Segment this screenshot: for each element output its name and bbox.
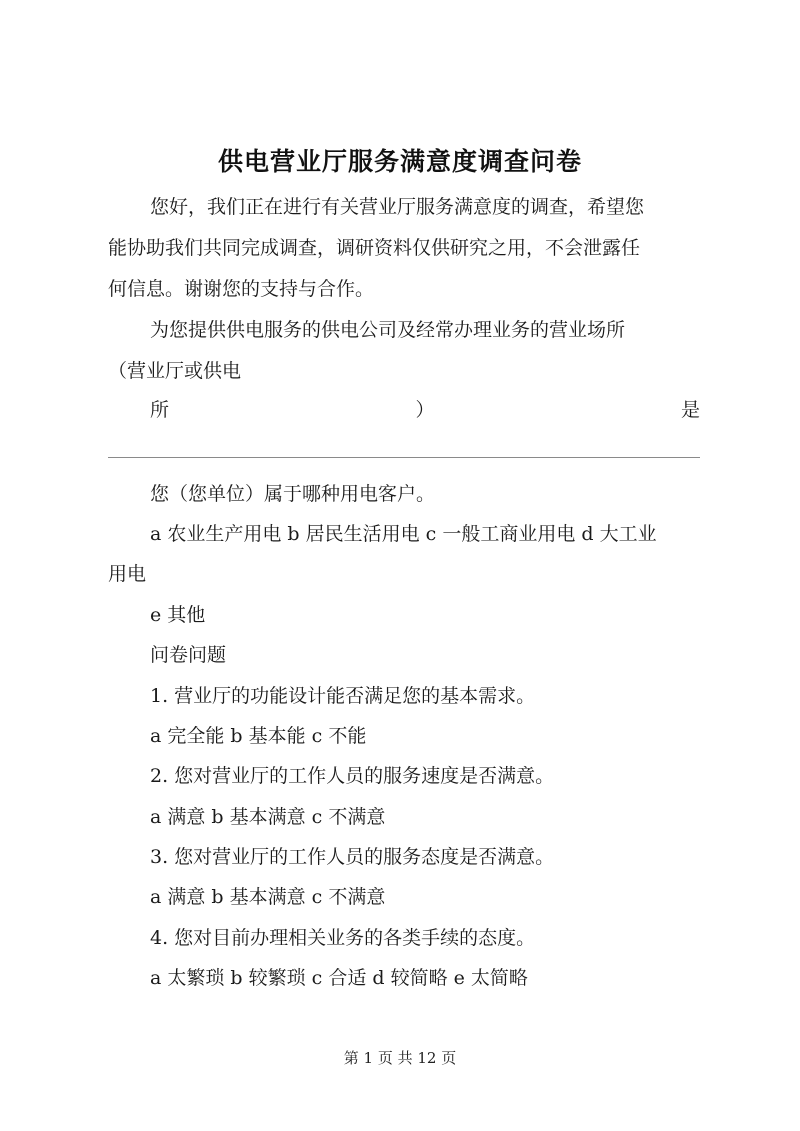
question-3-options: a 满意 b 基本满意 c 不满意 (150, 886, 386, 908)
question-4-options: a 太繁琐 b 较繁琐 c 合适 d 较简略 e 太简略 (150, 967, 528, 989)
page-footer: 第 1 页 共 12 页 (343, 1049, 457, 1067)
intro-line-3: 何信息。谢谢您的支持与合作。 (108, 278, 375, 300)
supplier-line-3-mid: ） (415, 399, 435, 421)
intro-line-1: 您好，我们正在进行有关营业厅服务满意度的调查，希望您 (150, 196, 645, 218)
supplier-line-3 (150, 398, 700, 422)
customer-type-options-line-3: e 其他 (150, 604, 206, 626)
customer-type-question: 您（您单位）属于哪种用电客户。 (150, 483, 436, 505)
supplier-line-3-left: 所 (150, 399, 170, 421)
question-4: 4. 您对目前办理相关业务的各类手续的态度。 (150, 927, 536, 949)
fill-in-blank-line[interactable] (108, 457, 700, 458)
intro-line-2: 能协助我们共同完成调查，调研资料仅供研究之用，不会泄露任 (108, 237, 641, 259)
question-1: 1. 营业厅的功能设计能否满足您的基本需求。 (150, 685, 536, 707)
document-title: 供电营业厅服务满意度调查问卷 (217, 147, 582, 176)
question-3: 3. 您对营业厅的工作人员的服务态度是否满意。 (150, 846, 555, 868)
supplier-line-3-right: 是 (680, 399, 700, 421)
section-heading: 问卷问题 (150, 644, 227, 666)
question-2-options: a 满意 b 基本满意 c 不满意 (150, 806, 386, 828)
question-2: 2. 您对营业厅的工作人员的服务速度是否满意。 (150, 765, 555, 787)
supplier-line-1: 为您提供供电服务的供电公司及经常办理业务的营业场所 (150, 319, 626, 341)
supplier-line-2: （营业厅或供电 (108, 360, 242, 382)
customer-type-options-line-1: a 农业生产用电 b 居民生活用电 c 一般工商业用电 d 大工业 (150, 523, 657, 545)
question-1-options: a 完全能 b 基本能 c 不能 (150, 725, 367, 747)
customer-type-options-line-2: 用电 (108, 563, 147, 585)
